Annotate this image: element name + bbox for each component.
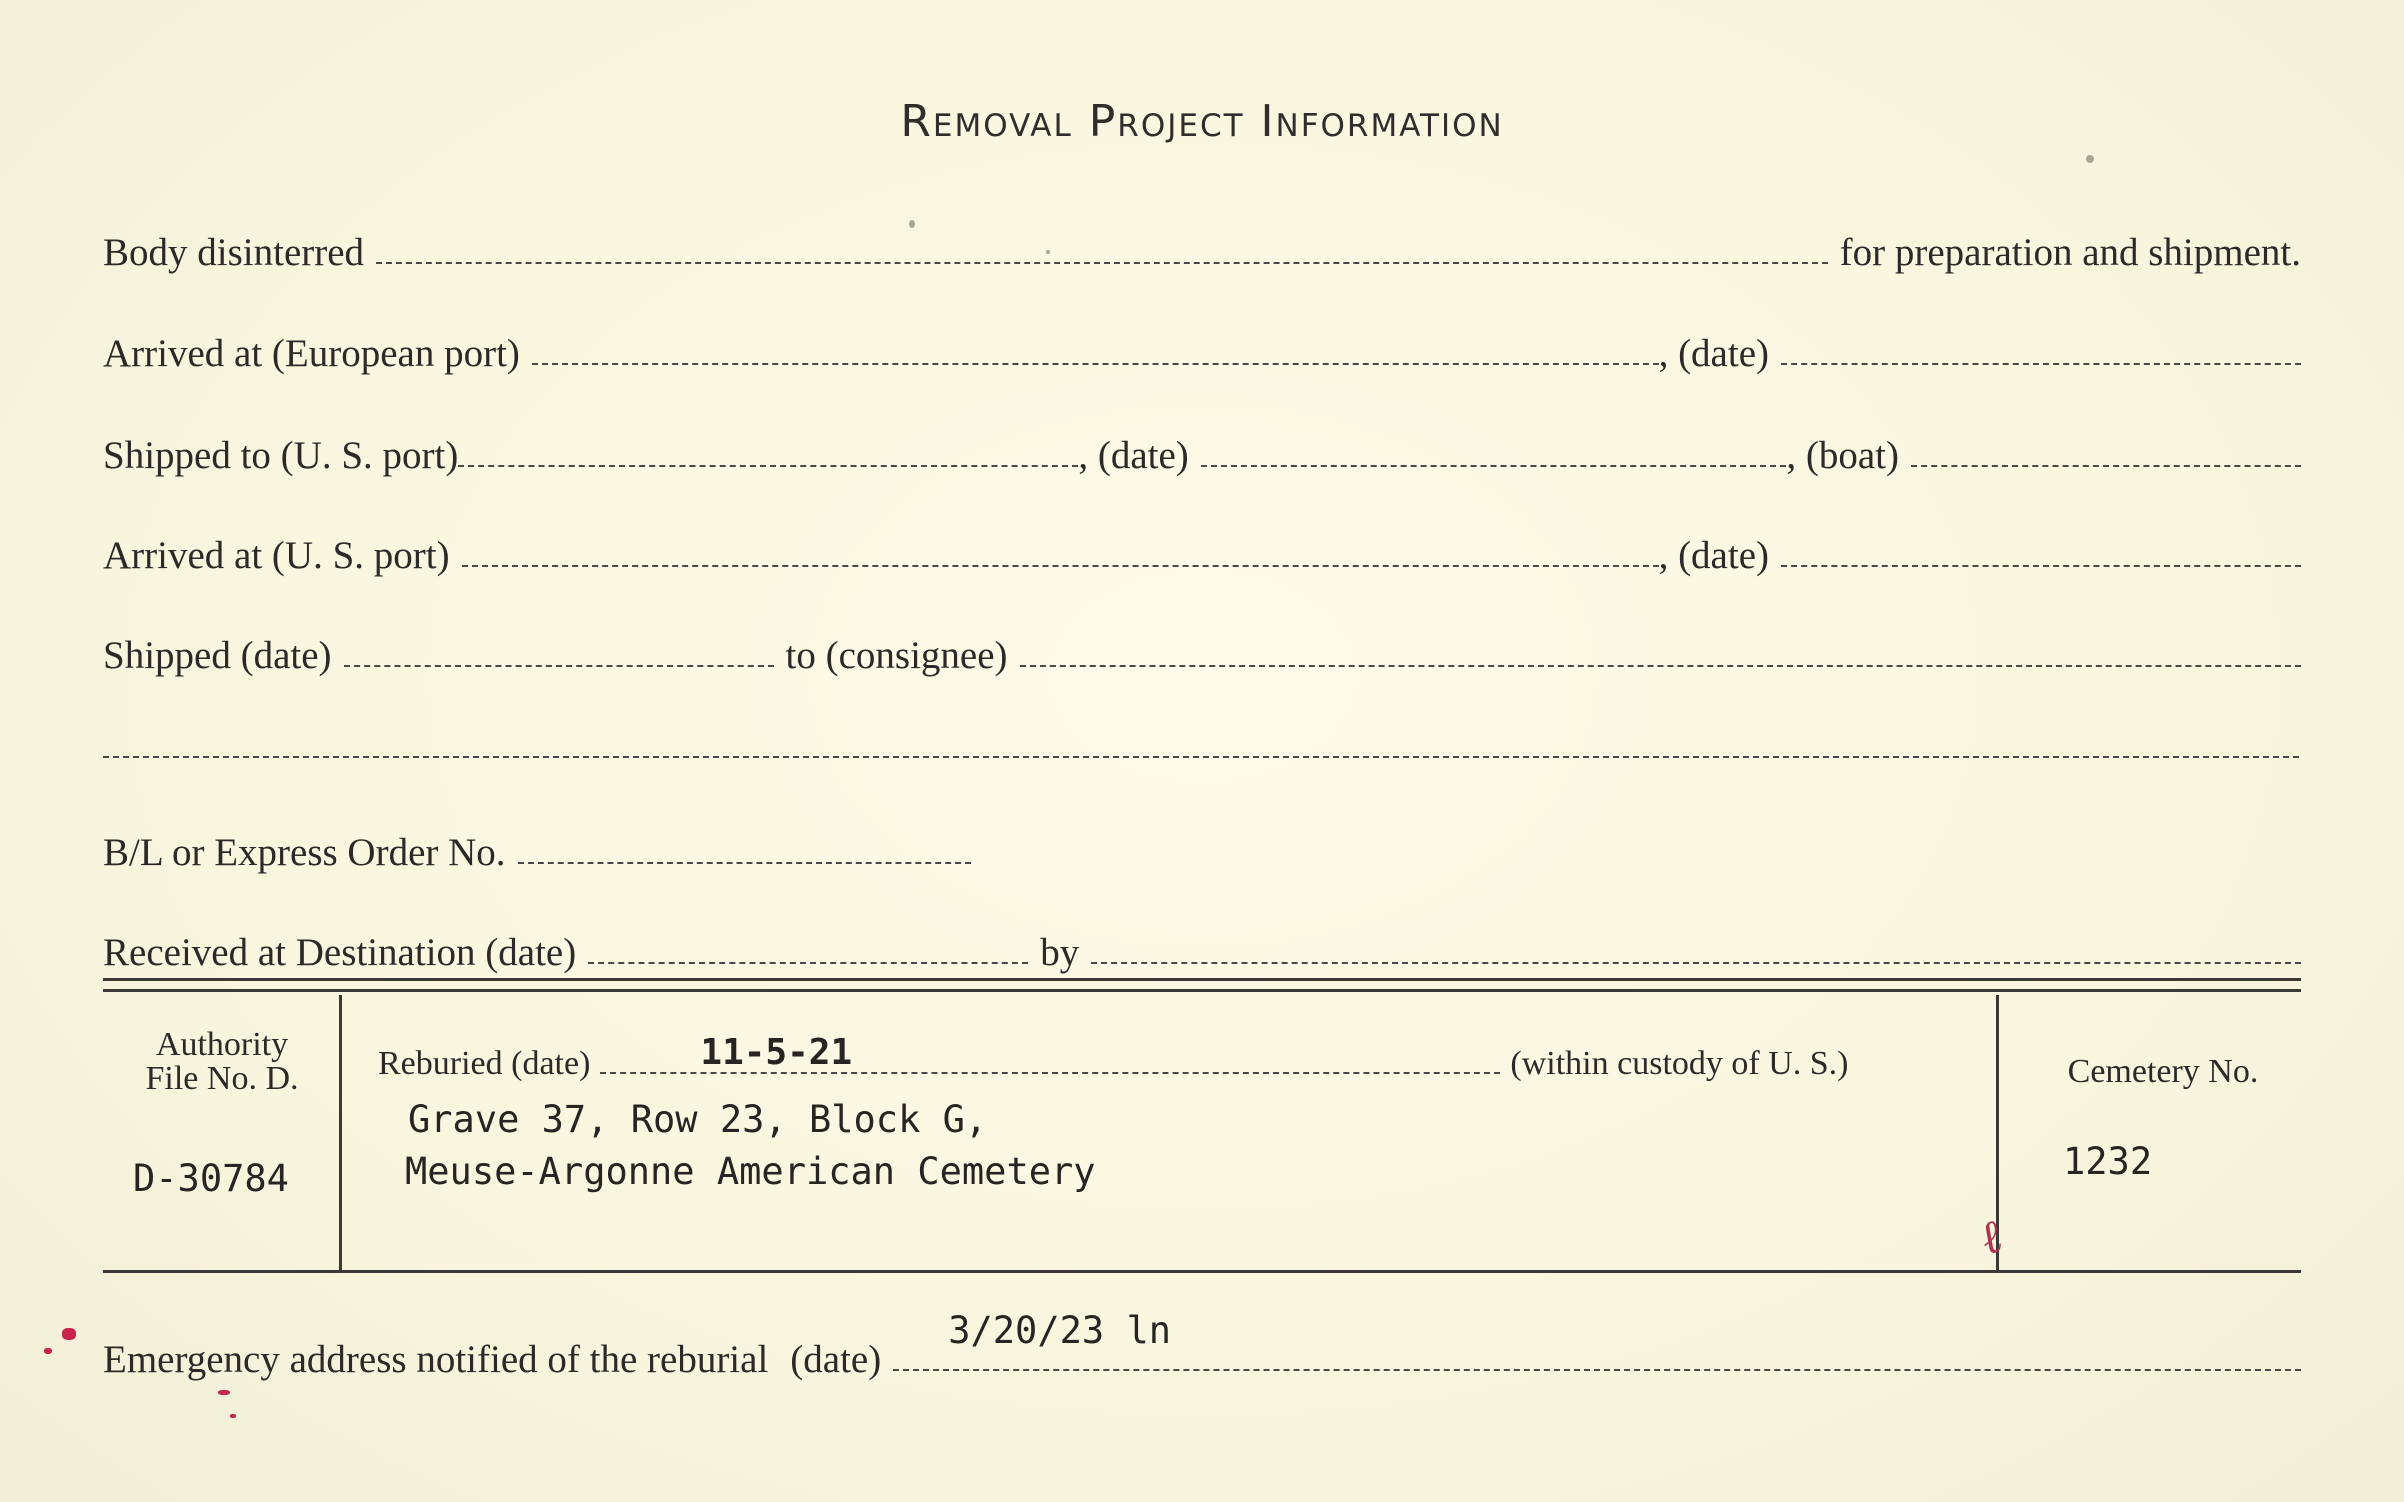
reburied-label: Reburied (date) [378, 1045, 591, 1082]
red-ink-speck [44, 1348, 52, 1354]
shipped-us-boat-label: , (boat) [1786, 434, 1899, 477]
row-emergency [103, 1309, 2301, 1382]
received-by-field[interactable] [1091, 962, 2301, 964]
shipped-us-date-label: , (date) [1078, 434, 1189, 477]
shipped-us-date-field[interactable] [1201, 465, 1787, 467]
row-body-disinterred [103, 215, 2301, 275]
red-ink-speck [218, 1390, 230, 1395]
paper-speck [1046, 250, 1050, 254]
pencil-check-mark: ℓ [1972, 1208, 2009, 1266]
consignee-continuation-field[interactable] [103, 756, 2299, 758]
cemetery-label: Cemetery No. [2067, 1053, 2259, 1090]
custody-label: (within custody of U. S.) [1510, 1045, 1849, 1082]
authority-file-number: D-30784 [133, 1157, 289, 1200]
table-divider-left [339, 995, 342, 1270]
arrived-us-date-label: , (date) [1658, 534, 1769, 577]
body-disinterred-field[interactable] [376, 262, 1828, 264]
reburied-date-value: 11-5-21 [700, 1032, 853, 1073]
emergency-date-value: 3/20/23 ln [948, 1309, 1171, 1352]
reburial-location-line1: Grave 37, Row 23, Block G, [408, 1098, 988, 1141]
reburial-location-line2: Meuse-Argonne American Cemetery [405, 1150, 1096, 1193]
row-shipped-us [103, 418, 2301, 478]
body-disinterred-label: Body disinterred [103, 231, 365, 274]
reburial-table [103, 995, 2301, 1270]
emergency-date-label: (date) [790, 1338, 882, 1381]
paper-speck [909, 220, 915, 228]
card-title: Removal Project Information [900, 96, 1504, 147]
authority-label-line2: File No. D. [145, 1060, 299, 1097]
consignee-field[interactable] [1020, 665, 2301, 667]
bl-order-label: B/L or Express Order No. [103, 831, 506, 874]
received-by-label: by [1040, 931, 1080, 974]
arrived-us-port-field[interactable] [462, 565, 1659, 567]
row-arrived-european [103, 316, 2301, 376]
authority-label [113, 1028, 331, 1096]
row-bl-order [103, 815, 983, 875]
row-shipped-date [103, 618, 2301, 678]
reburial-row [378, 1032, 1983, 1083]
shipped-us-port-field[interactable] [458, 465, 1078, 467]
shipped-us-label: Shipped to (U. S. port) [103, 434, 459, 477]
arrived-european-label: Arrived at (European port) [103, 332, 520, 375]
received-date-field[interactable] [588, 962, 1028, 964]
received-label: Received at Destination (date) [103, 931, 577, 974]
red-ink-speck [62, 1328, 76, 1340]
row-arrived-us [103, 518, 2301, 578]
emergency-date-field[interactable] [893, 1309, 2301, 1371]
paper-speck [2086, 155, 2094, 163]
arrived-european-port-field[interactable] [532, 363, 1659, 365]
double-divider [103, 978, 2301, 992]
body-disinterred-suffix: for preparation and shipment. [1839, 231, 2301, 274]
consignee-label: to (consignee) [785, 634, 1008, 677]
table-bottom-rule [103, 1270, 2301, 1273]
arrived-european-date-label: , (date) [1658, 332, 1769, 375]
emergency-label: Emergency address notified of the reburial [103, 1338, 769, 1381]
arrived-european-date-field[interactable] [1781, 363, 2301, 365]
red-ink-speck [230, 1414, 236, 1418]
shipped-us-boat-field[interactable] [1911, 465, 2301, 467]
cemetery-number: 1232 [2063, 1140, 2153, 1183]
shipped-date-field[interactable] [344, 665, 774, 667]
arrived-us-label: Arrived at (U. S. port) [103, 534, 450, 577]
reburied-date-field[interactable] [600, 1032, 1500, 1074]
authority-label-line1: Authority [155, 1026, 289, 1063]
bl-order-field[interactable] [518, 862, 971, 864]
arrived-us-date-field[interactable] [1781, 565, 2301, 567]
row-received [103, 915, 2301, 975]
shipped-date-label: Shipped (date) [103, 634, 332, 677]
